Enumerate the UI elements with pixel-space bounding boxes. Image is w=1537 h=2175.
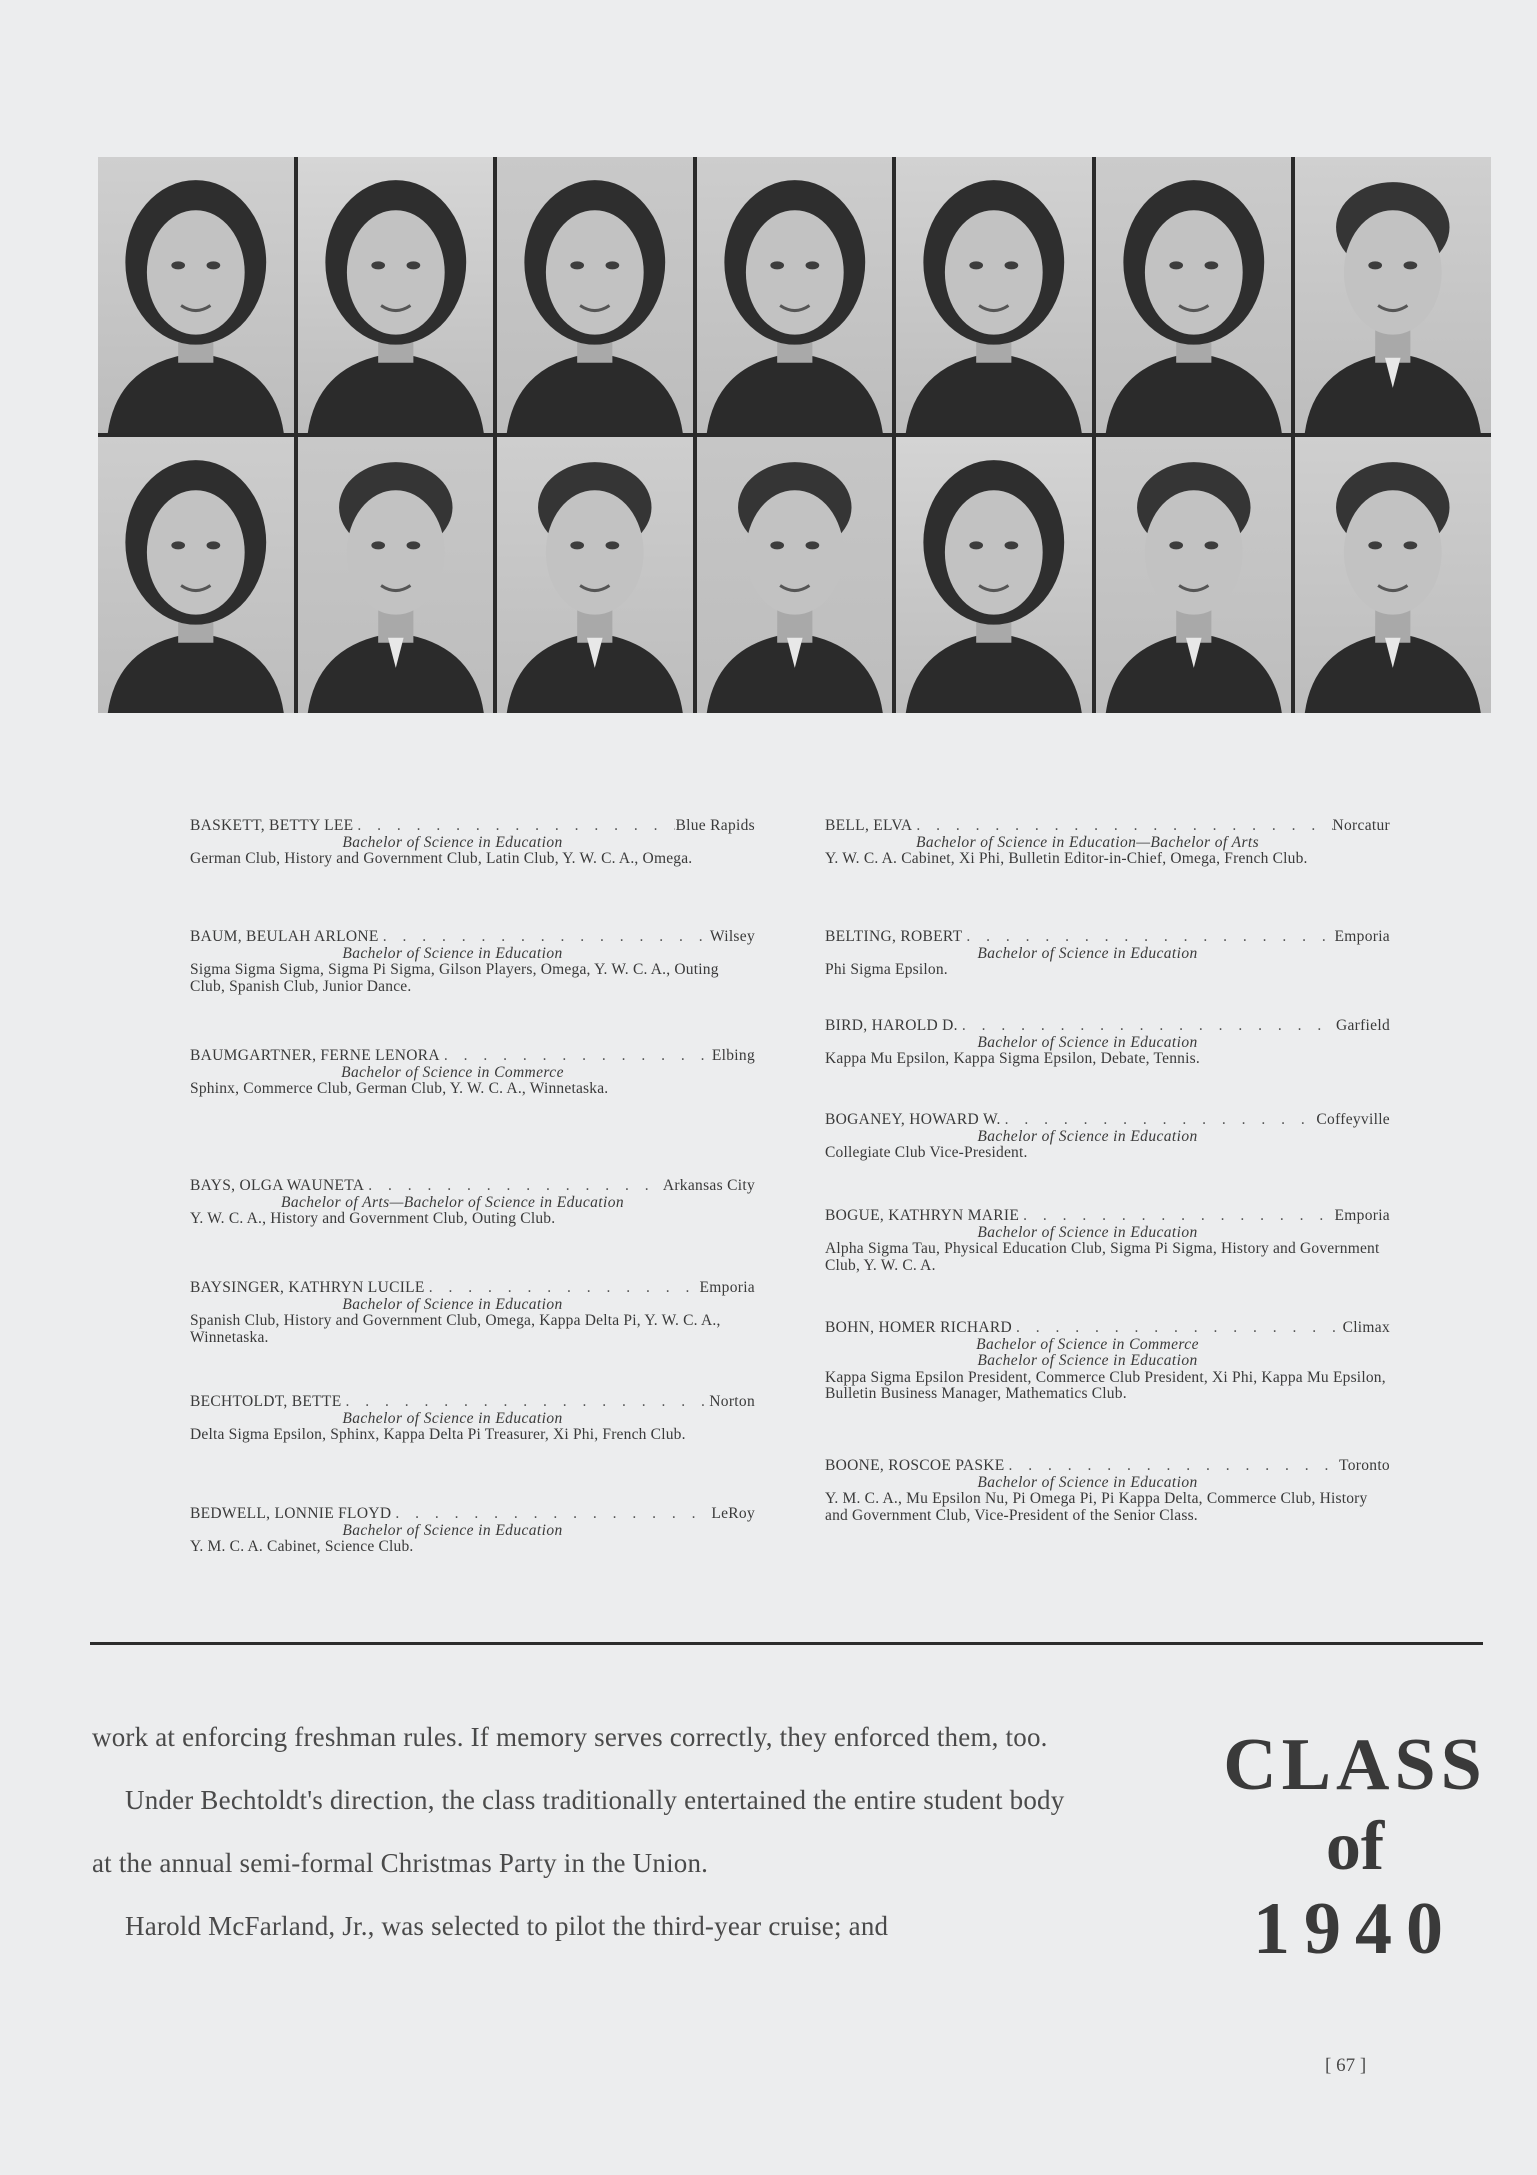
roster-name-line bbox=[190, 1280, 755, 1297]
hometown: Garfield bbox=[1335, 1017, 1390, 1034]
portrait-silhouette bbox=[1096, 437, 1292, 713]
degree: Bachelor of Science in Education—Bachelor of Arts bbox=[915, 833, 1260, 851]
activities: Alpha Sigma Tau, Physical Education Club, Sigma Pi Sigma, History and Government Club, Y. W. C. A. bbox=[825, 1240, 1380, 1274]
hometown: Emporia bbox=[1334, 928, 1390, 945]
hometown: Emporia bbox=[1334, 1207, 1390, 1224]
roster-name-line bbox=[825, 929, 1390, 946]
degree: Bachelor of Science in Education bbox=[342, 944, 563, 962]
portrait-silhouette bbox=[298, 437, 494, 713]
student-name: BOGANEY, HOWARD W. bbox=[825, 1111, 1001, 1128]
student-name: BEDWELL, LONNIE FLOYD bbox=[190, 1505, 392, 1522]
portrait-photo bbox=[1096, 437, 1292, 713]
degree: Bachelor of Science in Education bbox=[342, 1295, 563, 1313]
leader-dots bbox=[912, 818, 1332, 835]
degree: Bachelor of Science in Commerce bbox=[976, 1335, 1199, 1353]
body-text bbox=[92, 1706, 1082, 1958]
portrait-silhouette bbox=[497, 157, 693, 433]
student-name: BIRD, HAROLD D. bbox=[825, 1017, 958, 1034]
student-name: BAUM, BEULAH ARLONE bbox=[190, 928, 379, 945]
portrait-photo bbox=[896, 437, 1092, 713]
roster-name-line bbox=[190, 1506, 755, 1523]
body-paragraph-2: Under Bechtoldt's direction, the class traditionally entertained the entire student body at the annual semi-formal Christmas Party in the Union. bbox=[92, 1785, 1065, 1878]
body-paragraph-3: Harold McFarland, Jr., was selected to pilot the third-year cruise; and bbox=[125, 1911, 889, 1941]
activities: Y. W. C. A., History and Government Club, Outing Club. bbox=[190, 1210, 556, 1227]
student-name: BOGUE, KATHRYN MARIE bbox=[825, 1207, 1020, 1224]
roster-name-line bbox=[190, 1394, 755, 1411]
roster-entry bbox=[825, 1112, 1390, 1162]
leader-dots bbox=[425, 1280, 700, 1297]
roster-name-line bbox=[190, 1048, 755, 1065]
portrait-silhouette bbox=[896, 157, 1092, 433]
degree: Bachelor of Science in Education bbox=[977, 1033, 1198, 1051]
portrait-silhouette bbox=[298, 157, 494, 433]
leader-dots bbox=[364, 1178, 663, 1195]
roster-entry bbox=[825, 1458, 1390, 1524]
roster-name-line bbox=[190, 929, 755, 946]
degree: Bachelor of Science in Education bbox=[977, 1127, 1198, 1145]
leader-dots bbox=[391, 1506, 711, 1523]
activities: Y. W. C. A. Cabinet, Xi Phi, Bulletin Editor-in-Chief, Omega, French Club. bbox=[825, 850, 1308, 867]
portrait-silhouette bbox=[497, 437, 693, 713]
activities: Y. M. C. A., Mu Epsilon Nu, Pi Omega Pi, Pi Kappa Delta, Commerce Club, History and Government Club, Vice-President of the Senior Class. bbox=[825, 1490, 1368, 1524]
degree: Bachelor of Science in Education bbox=[977, 944, 1198, 962]
hometown: Emporia bbox=[699, 1279, 755, 1296]
degree: Bachelor of Science in Education bbox=[342, 1409, 563, 1427]
leader-dots bbox=[379, 929, 710, 946]
hometown: LeRoy bbox=[711, 1505, 755, 1522]
leader-dots bbox=[353, 818, 675, 835]
leader-dots bbox=[1005, 1458, 1339, 1475]
activities: Sphinx, Commerce Club, German Club, Y. W. C. A., Winnetaska. bbox=[190, 1080, 609, 1097]
class-title-line-3: 1940 bbox=[1253, 1888, 1457, 1970]
student-name: BECHTOLDT, BETTE bbox=[190, 1393, 342, 1410]
degree-second: Bachelor of Science in Education bbox=[977, 1352, 1198, 1369]
portrait-photo bbox=[98, 437, 294, 713]
activities: Collegiate Club Vice-President. bbox=[825, 1144, 1028, 1161]
portrait-photo bbox=[98, 157, 294, 433]
portrait-photo bbox=[497, 157, 693, 433]
leader-dots bbox=[958, 1018, 1336, 1035]
student-name: BELTING, ROBERT bbox=[825, 928, 963, 945]
portrait-photo bbox=[1295, 437, 1491, 713]
portrait-grid bbox=[98, 157, 1491, 713]
roster-entry bbox=[190, 1394, 755, 1444]
activities: Spanish Club, History and Government Club, Omega, Kappa Delta Pi, Y. W. C. A., Winnetaska. bbox=[190, 1312, 721, 1346]
roster-entry bbox=[190, 1280, 755, 1346]
hometown: Coffeyville bbox=[1316, 1111, 1390, 1128]
hometown: Toronto bbox=[1339, 1457, 1390, 1474]
roster-entry bbox=[825, 929, 1390, 979]
hometown: Arkansas City bbox=[662, 1177, 755, 1194]
degree: Bachelor of Science in Education bbox=[342, 833, 563, 851]
roster-name-line bbox=[825, 1458, 1390, 1475]
degree: Bachelor of Science in Education bbox=[977, 1223, 1198, 1241]
roster-name-line bbox=[190, 818, 755, 835]
roster-name-line bbox=[825, 1018, 1390, 1035]
portrait-silhouette bbox=[98, 157, 294, 433]
activities: Sigma Sigma Sigma, Sigma Pi Sigma, Gilson Players, Omega, Y. W. C. A., Outing Club, Spanish Club, Junior Dance. bbox=[190, 961, 719, 995]
hometown: Elbing bbox=[711, 1047, 755, 1064]
page-number: [ 67 ] bbox=[1325, 2055, 1367, 2076]
body-paragraph-1: work at enforcing freshman rules. If memory serves correctly, they enforced them, too. bbox=[92, 1722, 1048, 1752]
hometown: Norcatur bbox=[1332, 817, 1390, 834]
degree: Bachelor of Science in Education bbox=[977, 1473, 1198, 1491]
roster-entry bbox=[190, 1506, 755, 1556]
roster-entry bbox=[190, 818, 755, 868]
section-divider bbox=[90, 1642, 1483, 1645]
roster-entry bbox=[190, 929, 755, 995]
portrait-photo bbox=[697, 157, 893, 433]
student-name: BELL, ELVA bbox=[825, 817, 913, 834]
portrait-silhouette bbox=[1295, 157, 1491, 433]
roster-name-line bbox=[825, 1112, 1390, 1129]
portrait-silhouette bbox=[697, 157, 893, 433]
roster-entry bbox=[825, 1320, 1390, 1403]
student-name: BAYS, OLGA WAUNETA bbox=[190, 1177, 365, 1194]
portrait-photo bbox=[1096, 157, 1292, 433]
roster-entry bbox=[825, 1208, 1390, 1274]
portrait-photo bbox=[896, 157, 1092, 433]
leader-dots bbox=[1001, 1112, 1317, 1129]
student-name: BAYSINGER, KATHRYN LUCILE bbox=[190, 1279, 425, 1296]
portrait-silhouette bbox=[1295, 437, 1491, 713]
degree: Bachelor of Science in Education bbox=[342, 1521, 563, 1539]
roster-entry bbox=[190, 1048, 755, 1098]
leader-dots bbox=[1012, 1320, 1343, 1337]
roster-name-line bbox=[825, 1320, 1390, 1337]
roster-name-line bbox=[190, 1178, 755, 1195]
student-name: BOHN, HOMER RICHARD bbox=[825, 1319, 1012, 1336]
roster-name-line bbox=[825, 1208, 1390, 1225]
class-title-line-2: of bbox=[1325, 1808, 1385, 1885]
activities: Kappa Sigma Epsilon President, Commerce Club President, Xi Phi, Kappa Mu Epsilon, Bulletin Business Manager, Mathematics Club. bbox=[825, 1368, 1386, 1402]
portrait-photo bbox=[497, 437, 693, 713]
hometown: Climax bbox=[1342, 1319, 1390, 1336]
portrait-photo bbox=[298, 157, 494, 433]
roster-name-line bbox=[825, 818, 1390, 835]
hometown: Blue Rapids bbox=[675, 817, 755, 834]
portrait-silhouette bbox=[98, 437, 294, 713]
activities: Y. M. C. A. Cabinet, Science Club. bbox=[190, 1538, 414, 1555]
portrait-photo bbox=[298, 437, 494, 713]
roster-entry bbox=[190, 1178, 755, 1228]
student-name: BOONE, ROSCOE PASKE bbox=[825, 1457, 1005, 1474]
class-title-line-1: CLASS bbox=[1223, 1724, 1487, 1806]
portrait-photo bbox=[1295, 157, 1491, 433]
leader-dots bbox=[440, 1048, 712, 1065]
degree: Bachelor of Science in Commerce bbox=[341, 1063, 564, 1081]
class-title bbox=[1210, 1724, 1500, 1970]
portrait-silhouette bbox=[896, 437, 1092, 713]
leader-dots bbox=[962, 929, 1334, 946]
leader-dots bbox=[341, 1394, 709, 1411]
portrait-photo bbox=[697, 437, 893, 713]
hometown: Wilsey bbox=[709, 928, 755, 945]
degree: Bachelor of Arts—Bachelor of Science in Education bbox=[280, 1193, 625, 1211]
activities: Delta Sigma Epsilon, Sphinx, Kappa Delta Pi Treasurer, Xi Phi, French Club. bbox=[190, 1426, 686, 1443]
activities: German Club, History and Government Club, Latin Club, Y. W. C. A., Omega. bbox=[190, 850, 693, 867]
activities: Kappa Mu Epsilon, Kappa Sigma Epsilon, Debate, Tennis. bbox=[825, 1050, 1200, 1067]
activities: Phi Sigma Epsilon. bbox=[825, 961, 948, 978]
student-name: BASKETT, BETTY LEE bbox=[190, 817, 354, 834]
portrait-silhouette bbox=[1096, 157, 1292, 433]
portrait-silhouette bbox=[697, 437, 893, 713]
roster-entry bbox=[825, 818, 1390, 868]
roster-entry bbox=[825, 1018, 1390, 1068]
hometown: Norton bbox=[709, 1393, 755, 1410]
student-name: BAUMGARTNER, FERNE LENORA bbox=[190, 1047, 440, 1064]
leader-dots bbox=[1019, 1208, 1334, 1225]
